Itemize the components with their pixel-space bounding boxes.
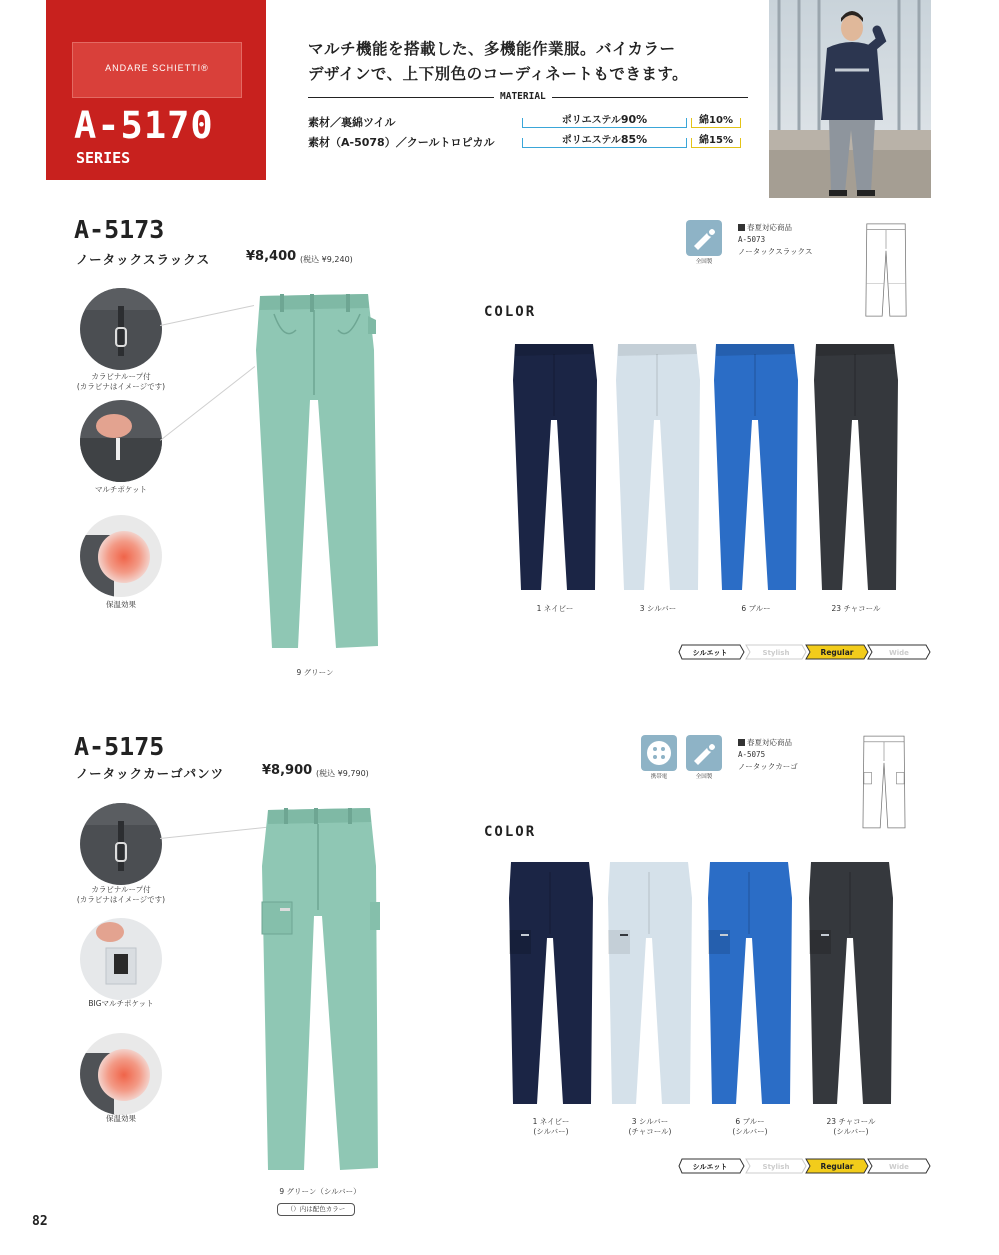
series-label: SERIES: [76, 149, 131, 167]
brand-logo: ANDARE SCHIETTI®: [105, 63, 209, 73]
product-name-2: ノータックカーゴパンツ: [76, 766, 225, 781]
color-variant-6-blue: [710, 340, 802, 595]
color-variant-1-navy: [505, 858, 597, 1110]
tagline-line-1: マルチ機能を搭載した、多機能作業服。バイカラー: [308, 40, 676, 58]
icon-caption: 全国製: [695, 774, 713, 780]
color-variant-1-navy: [509, 340, 601, 595]
series-code: A-5170: [74, 104, 214, 147]
silhouette-scale-2: [678, 1158, 932, 1174]
product-name-1: ノータックスラックス: [76, 252, 211, 267]
silhouette-option-wide: Wide: [889, 1163, 909, 1171]
detail-caption-3: 保温効果: [106, 1114, 136, 1123]
detail-photo-warmth: [80, 1033, 162, 1115]
flat-sketch-2: [862, 734, 906, 830]
color-label: 1 ネイビー (シルバー): [532, 1117, 570, 1136]
detail-caption-2: BIGマルチポケット: [88, 999, 154, 1008]
main-color-label-2: 9 グリーン（シルバー）: [279, 1187, 361, 1196]
color-label: 3 シルバー (チャコール): [628, 1117, 672, 1136]
leader-line: [160, 366, 255, 441]
color-label: 3 シルバー: [639, 604, 677, 613]
color-scheme-note: （）内は配色カラー: [277, 1203, 355, 1216]
color-label: 23 チャコール: [831, 604, 881, 613]
button-icon: [641, 735, 677, 771]
material-heading: MATERIAL: [494, 91, 552, 102]
silhouette-option-regular: Regular: [820, 1162, 854, 1171]
polyester-ratio-2: ポリエステル85%: [561, 133, 648, 146]
nationwide-production-icon: [686, 735, 722, 771]
icon-caption: 携帯電: [650, 774, 668, 780]
icon-caption: 全国製: [695, 259, 713, 265]
color-label: 23 チャコール (シルバー): [826, 1117, 876, 1136]
product-tax-1: (税込 ¥9,240): [300, 255, 353, 264]
product-price-2: ¥8,900: [262, 763, 313, 778]
color-label: 6 ブルー: [741, 604, 771, 613]
product-code-1: A-5173: [74, 215, 165, 244]
silhouette-option-stylish: Stylish: [762, 649, 790, 657]
color-label: 6 ブルー (シルバー): [732, 1117, 768, 1136]
product-code-2: A-5175: [74, 732, 165, 761]
silhouette-option-stylish: Stylish: [762, 1163, 790, 1171]
detail-photo-carabiner: [80, 288, 162, 370]
silhouette-scale-1: [678, 644, 932, 660]
spring-summer-note-2: 春夏対応商品 A-5075 ノータックカーゴ: [738, 738, 798, 771]
leader-line: [160, 305, 254, 326]
color-variant-23-charcoal: [810, 340, 902, 595]
tagline-line-2: デザインで、上下別色のコーディネートもできます。: [308, 65, 689, 83]
page-number: 82: [32, 1214, 48, 1229]
square-bullet-icon: [738, 739, 745, 746]
main-product-photo-1: [250, 290, 380, 660]
color-label: 1 ネイビー: [536, 604, 574, 613]
color-variant-6-blue: [704, 858, 796, 1110]
flat-sketch-1: [864, 222, 908, 318]
product-price-1: ¥8,400: [246, 249, 297, 264]
detail-caption-1: カラビナループ付 (カラビナはイメージです): [76, 372, 166, 391]
main-product-photo-2: [258, 806, 382, 1176]
leader-line: [160, 827, 270, 839]
silhouette-option-wide: Wide: [889, 649, 909, 657]
detail-photo-big-pocket: [80, 918, 162, 1000]
color-variant-23-charcoal: [805, 858, 897, 1110]
material-name-2: 素材（A-5078）／クールトロピカル: [308, 136, 495, 149]
model-photo: [769, 0, 931, 198]
cotton-ratio-2: 綿15%: [699, 135, 733, 146]
detail-caption-2: マルチポケット: [94, 485, 148, 494]
color-heading-1: COLOR: [484, 304, 537, 320]
silhouette-tag: シルエット: [692, 649, 728, 657]
color-variant-3-silver: [604, 858, 696, 1110]
silhouette-option-regular: Regular: [820, 648, 854, 657]
square-bullet-icon: [738, 224, 745, 231]
nationwide-production-icon: [686, 220, 722, 256]
polyester-ratio-1: ポリエステル90%: [561, 113, 648, 126]
silhouette-tag: シルエット: [692, 1163, 728, 1171]
detail-caption-3: 保温効果: [106, 600, 136, 609]
detail-photo-warmth: [80, 515, 162, 597]
cotton-ratio-1: 綿10%: [699, 115, 733, 126]
detail-caption-1: カラビナループ付 (カラビナはイメージです): [76, 885, 166, 904]
color-variant-3-silver: [612, 340, 704, 595]
product-tax-2: (税込 ¥9,790): [316, 769, 369, 778]
detail-photo-multi-pocket: [80, 400, 162, 482]
detail-photo-carabiner: [80, 803, 162, 885]
spring-summer-note-1: 春夏対応商品 A-5073 ノータックスラックス: [738, 223, 813, 256]
material-name-1: 素材／裏綿ツイル: [308, 116, 396, 129]
color-heading-2: COLOR: [484, 824, 537, 840]
main-color-label-1: 9 グリーン: [296, 668, 334, 677]
